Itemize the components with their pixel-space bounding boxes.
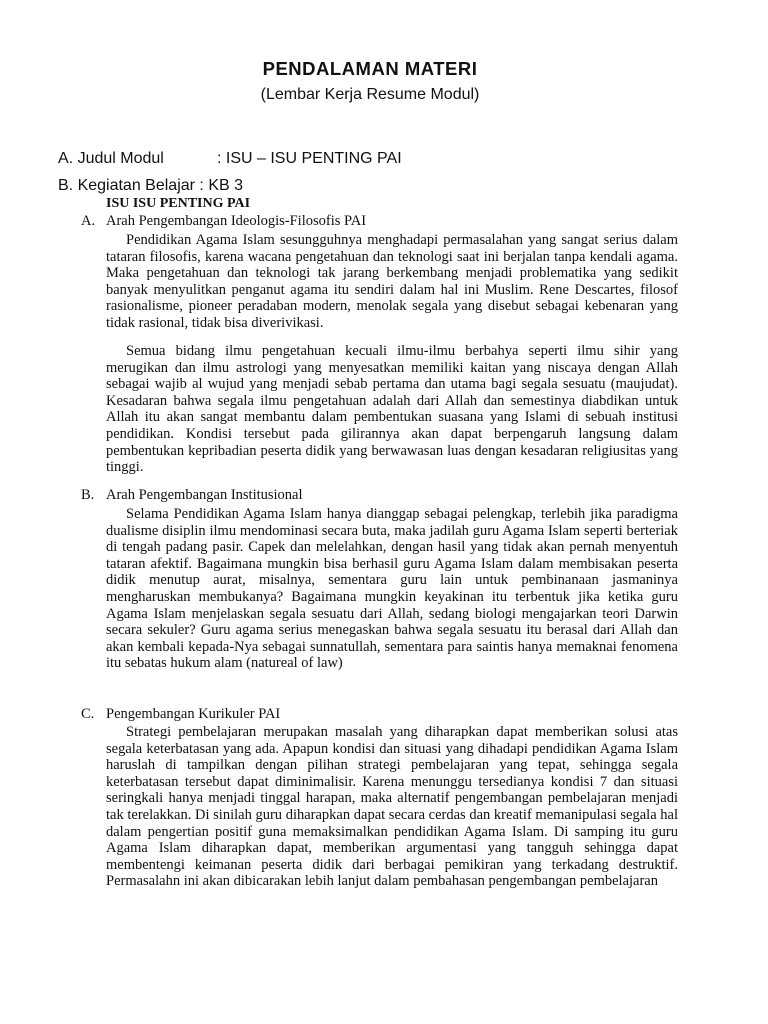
document-subtitle: (Lembar Kerja Resume Modul) <box>260 86 480 103</box>
section-c-title-text: Pengembangan Kurikuler PAI <box>106 706 281 722</box>
section-c-paragraph-1: Strategi pembelajaran merupakan masalah yang diharapkan dapat memberikan solusi atas segala keterbatasan yang ada. Apapun kondisi dan situasi yang dihadapi pendidikan Agama Islam haruslah di tampilkan dengan pilihan strategi pembelajaran yang tepat, sehingga segala keterbatasan tersebut dapat diminimalisir. Karena menunggu tersedianya kondisi 7 dan situasi seringkali hanya menjadi tinggal harapan, maka alternatif pengembangan pembelajaran menjadi tak terelakkan. Di sinilah guru diharapkan dapat secara cerdas dan kreatif memanipulasi segala hal dalam pengertian positif guna memaksimalkan pendidikan Agama Islam. Di samping itu guru Agama Islam diharapkan dapat, memberikan argumentasi yang tangguh sehingga dapat membentengi keimanan peserta didik dari berbagai pemikiran yang terkadang destruktif. Permasalahn ini akan dibicarakan lebih lanjut dalam pembahasan pengembangan pembelajaran <box>106 724 678 890</box>
section-a-letter: A. <box>81 213 96 229</box>
kegiatan-belajar-row <box>58 177 243 195</box>
section-a-title-text: Arah Pengembangan Ideologis-Filosofis PAI <box>106 213 367 229</box>
section-heading: ISU ISU PENTING PAI <box>106 196 251 211</box>
section-b-title-text: Arah Pengembangan Institusional <box>106 487 303 503</box>
section-a-paragraph-2: Semua bidang ilmu pengetahuan kecuali ilmu-ilmu berbahya seperti ilmu sihir yang merugikan dan ilmu astrologi yang menyesatkan memiliki kaitan yang niscaya dengan Allah sebagai wajib al wujud yang menjadi sebab pertama dan utama bagi segala sesuatu (maujudat). Kesadaran bahwa segala ilmu pengetahuan adalah dari Allah dan semestinya diabdikan untuk Allah itu akan sangat membantu dalam pembentukan suasana yang Islami di sebuah institusi pendidikan. Kondisi tersebut pada gilirannya akan dapat berpengaruh langsung dalam pembentukan kepribadian peserta didik yang berwawasan luas dengan kesadaran religiusitas yang tinggi. <box>106 343 678 476</box>
section-b-title <box>81 487 303 504</box>
section-b-letter: B. <box>81 487 95 503</box>
section-a-title <box>81 213 366 230</box>
section-b-paragraph-1: Selama Pendidikan Agama Islam hanya dianggap sebagai pelengkap, terlebih jika paradigma dualisme disiplin ilmu mendominasi secara buta, maka jadilah guru Agama Islam seperti berteriak di tengah padang pasir. Capek dan melelahkan, dengan hasil yang tidak akan pernah menyentuh tataran afektif. Bagaimana mungkin bisa berhasil guru Agama Islam dalam membisakan peserta didik menutup aurat, misalnya, sementara guru lain untuk pembinanaan jasmaninya mengharuskan membukanya? Bagaimana mungkin keyakinan itu terbentuk jika ketika guru Agama Islam menjelaskan segala sesuatu dari Allah, sedang biologi mengajarkan teori Darwin secara sekuler? Guru agama serius menegaskan bahwa segala sesuatu itu berasal dari Allah dan akan kembali kepada-Nya sebagai sunnatullah, sementara para saintis hanya memaknai fenomena itu sebatas hukum alam (natureal of law) <box>106 506 678 672</box>
section-c-letter: C. <box>81 706 95 722</box>
judul-modul-value: : ISU – ISU PENTING PAI <box>217 150 402 167</box>
section-a-paragraph-1: Pendidikan Agama Islam sesungguhnya menghadapi permasalahan yang sangat serius dalam tataran filosofis, karena wacana pengetahuan dan teknologi saat ini berjalan tanpa kendali agama. Maka pengetahuan dan teknologi tak jarang berkembang menjadi problematika yang sedikit banyak menyulitkan penganut agama itu sendiri dalam hal ini Muslim. Rene Descartes, filosof rasionalisme, pioneer peradaban modern, menolak segala yang disebut sebagai kebenaran yang tidak rasional, tidak bisa diverivikasi. <box>106 232 678 331</box>
kegiatan-belajar-value: : KB 3 <box>194 177 244 194</box>
judul-modul-row <box>58 150 402 168</box>
document-title: PENDALAMAN MATERI <box>262 58 478 79</box>
judul-modul-label: A. Judul Modul <box>58 150 164 167</box>
kegiatan-belajar-label: B. Kegiatan Belajar <box>58 177 195 194</box>
section-c-title <box>81 706 280 723</box>
